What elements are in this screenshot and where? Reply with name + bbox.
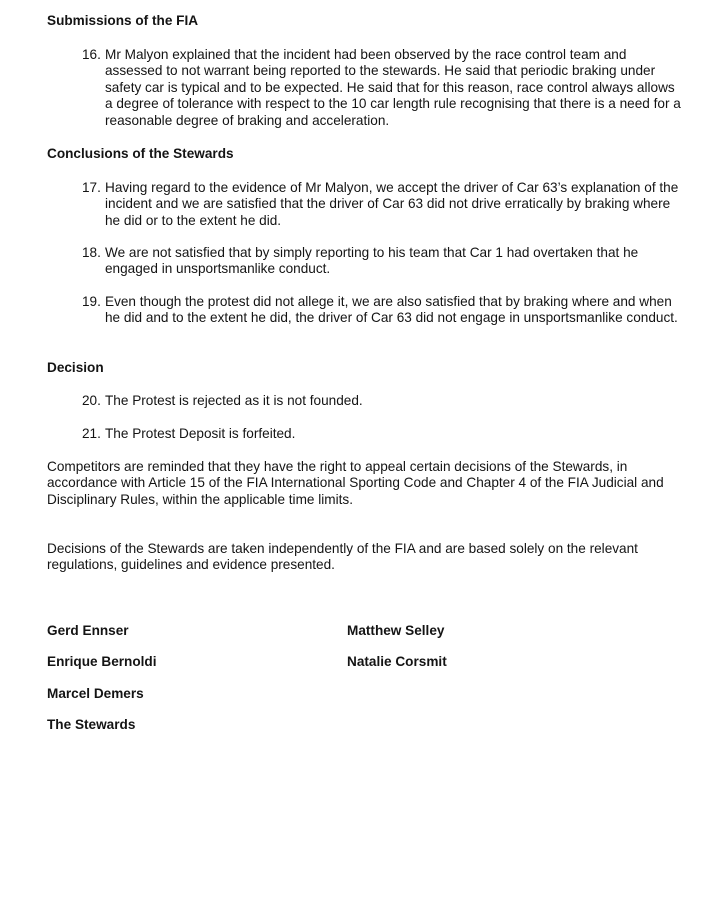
independence-notice: Decisions of the Stewards are taken independently of the FIA and are based solely on the relevant regulations, guidelines and evidence presented. xyxy=(47,541,638,573)
paragraph-17 xyxy=(82,180,682,229)
paragraph-18 xyxy=(82,245,682,278)
section-heading-decision: Decision xyxy=(47,360,104,375)
paragraph-text: Mr Malyon explained that the incident had been observed by the race control team and assessed to not warrant being reported to the stewards. He said that periodic braking under safety car is typical and to be expected. He said that for this reason, race control always allows a degree of tolerance with respect to the 10 car length rule recognising that there is a need for a reasonable degree of braking and acceleration. xyxy=(105,47,681,128)
paragraph-number: 21. xyxy=(82,426,101,441)
paragraph-number: 19. xyxy=(82,294,101,309)
paragraph-number: 16. xyxy=(82,47,101,62)
section-heading-conclusions: Conclusions of the Stewards xyxy=(47,146,234,161)
signature-footer-label: The Stewards xyxy=(47,717,136,732)
steward-name: Enrique Bernoldi xyxy=(47,654,157,669)
paragraph-text: The Protest is rejected as it is not founded. xyxy=(105,393,363,408)
steward-name: Marcel Demers xyxy=(47,686,144,701)
paragraph-text: Having regard to the evidence of Mr Malyon, we accept the driver of Car 63’s explanation of the incident and we are satisfied that the driver of Car 63 did not drive erratically by braking where he did or to the extent he did. xyxy=(105,180,679,228)
paragraph-text: We are not satisfied that by simply reporting to his team that Car 1 had overtaken that he engaged in unsportsmanlike conduct. xyxy=(105,245,639,277)
steward-name: Matthew Selley xyxy=(347,623,445,638)
paragraph-16 xyxy=(82,47,682,129)
section-heading-submissions: Submissions of the FIA xyxy=(47,13,199,28)
paragraph-number: 20. xyxy=(82,393,101,408)
paragraph-20 xyxy=(82,393,682,409)
paragraph-text: Even though the protest did not allege it, we are also satisfied that by braking where and when he did and to the extent he did, the driver of Car 63 did not engage in unsportsmanlike conduct. xyxy=(105,294,678,326)
paragraph-number: 17. xyxy=(82,180,101,195)
paragraph-number: 18. xyxy=(82,245,101,260)
steward-name: Natalie Corsmit xyxy=(347,654,447,669)
steward-name: Gerd Ennser xyxy=(47,623,129,638)
paragraph-21 xyxy=(82,426,682,442)
paragraph-19 xyxy=(82,294,682,327)
paragraph-text: The Protest Deposit is forfeited. xyxy=(105,426,296,441)
appeal-notice: Competitors are reminded that they have the right to appeal certain decisions of the Stewards, in accordance with Article 15 of the FIA International Sporting Code and Chapter 4 of the FIA Judicial and Disciplinary Rules, within the applicable time limits. xyxy=(47,459,664,507)
